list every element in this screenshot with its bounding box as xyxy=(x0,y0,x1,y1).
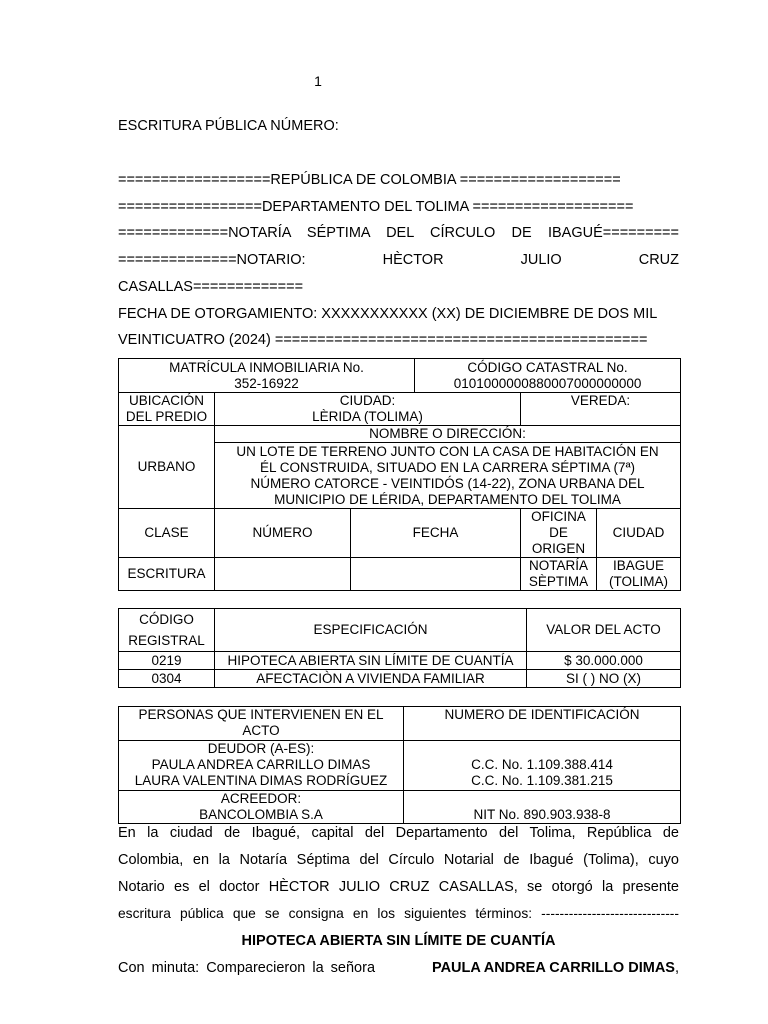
codigo-cell: 0219 xyxy=(119,652,215,670)
catastral-value: 010100000088000700000000​0 xyxy=(453,375,642,391)
deudor-label: DEUDOR (A-ES): xyxy=(207,741,315,756)
table-row xyxy=(119,670,681,688)
col-oficina xyxy=(521,509,597,558)
deudor-id-cell xyxy=(404,741,681,791)
valor-cell: SI ( ) NO (X) xyxy=(527,670,681,688)
matricula-label: MATRÍCULA INMOBILIARIA No. xyxy=(169,359,364,375)
col-oficina-line: OFICINA xyxy=(531,509,586,524)
deudor-name: PAULA ANDREA CARRILLO DIMAS xyxy=(151,757,371,772)
direccion-cell xyxy=(215,443,681,509)
direccion-line: ÉL CONSTRUIDA, SITUADO EN LA CARRERA SÉPTIMA (7ª) xyxy=(259,459,636,475)
col-personas xyxy=(119,707,404,741)
row-ciudad-line: (TOLIMA) xyxy=(609,574,669,589)
row-oficina-line: NOTARÍA xyxy=(529,558,589,573)
row-ciudad xyxy=(597,558,681,591)
col-identificacion: NUMERO DE IDENTIFICACIÓN xyxy=(404,707,681,741)
deudor-id: C.C. No. 1.109.388.414 xyxy=(471,757,613,772)
matricula-cell xyxy=(119,359,415,393)
col-fecha: FECHA xyxy=(351,509,521,558)
col-numero: NÚMERO xyxy=(215,509,351,558)
row-oficina xyxy=(521,558,597,591)
row-ciudad-line: IBAGUE xyxy=(613,558,665,573)
section-title: HIPOTECA ABIERTA SIN LÍMITE DE CUANTÍA xyxy=(241,933,556,949)
catastral-cell xyxy=(415,359,681,393)
codigo-cell: 0304 xyxy=(119,670,215,688)
col-especificacion: ESPECIFICACIÓN xyxy=(215,609,527,652)
persons-table xyxy=(118,706,681,824)
col-valor: VALOR DEL ACTO xyxy=(527,609,681,652)
property-table xyxy=(118,358,681,591)
republica-line: ==================REPÚBLICA DE COLOMBIA =================== xyxy=(118,172,621,188)
notario-word: ==============NOTARIO: xyxy=(118,252,306,268)
valor-cell: $ 30.000.000 xyxy=(527,652,681,670)
row-oficina-line: SÈPTIMA xyxy=(528,574,589,589)
paragraph-line: escritura pública que se consigna en los siguientes términos: ------------------------------ xyxy=(118,906,679,921)
direccion-line: UN LOTE DE TERRENO JUNTO CON LA CASA DE HABITACIÓN EN xyxy=(236,443,659,459)
catastral-label: CÓDIGO CATASTRAL No. xyxy=(467,359,628,375)
acreedor-id: NIT No. 890.903.938-8 xyxy=(473,807,611,822)
spacer xyxy=(406,791,678,807)
table-row xyxy=(119,652,681,670)
minuta-suffix: , xyxy=(674,960,679,976)
ciudad-cell xyxy=(215,393,521,426)
page-number: 1 xyxy=(314,73,322,89)
acts-table xyxy=(118,608,681,688)
notario-word: HÈCTOR xyxy=(382,252,444,268)
matricula-value: 352-16922 xyxy=(234,375,299,391)
col-codigo xyxy=(119,609,215,652)
col-oficina-line: DE xyxy=(549,525,568,540)
acreedor-label: ACREEDOR: xyxy=(220,791,302,806)
deudor-name: LAURA VALENTINA DIMAS RODRÍGUEZ xyxy=(134,773,388,788)
minuta-line xyxy=(118,959,679,977)
deudor-id: C.C. No. 1.109.381.215 xyxy=(471,773,613,788)
col-clase: CLASE xyxy=(119,509,215,558)
paragraph-line: En la ciudad de Ibagué, capital del Departamento del Tolima, República de xyxy=(118,825,679,841)
minuta-name-wrap xyxy=(432,959,679,977)
paragraph-line: Notario es el doctor HÈCTOR JULIO CRUZ CASALLAS, se otorgó la presente xyxy=(118,879,679,895)
ubicacion-cell xyxy=(119,393,215,426)
col-personas-line: PERSONAS QUE INTERVIENEN EN EL xyxy=(138,707,384,722)
col-ciudad: CIUDAD xyxy=(597,509,681,558)
ciudad-value: LÈRIDA (TOLIMA) xyxy=(312,409,423,424)
deed-number-heading: ESCRITURA PÚBLICA NÚMERO: xyxy=(118,118,339,134)
direccion-line: NÚMERO CATORCE - VEINTIDÓS (14-22), ZONA URBANA DEL xyxy=(250,475,645,491)
col-codigo-line: CÓDIGO xyxy=(139,612,194,627)
col-personas-line: ACTO xyxy=(242,723,280,738)
notario-line xyxy=(118,251,679,269)
col-oficina-line: ORIGEN xyxy=(531,541,586,556)
urbano-cell: URBANO xyxy=(119,426,215,509)
notario-word: JULIO xyxy=(520,252,562,268)
ubicacion-label: DEL PREDIO xyxy=(125,409,208,424)
acreedor-id-cell xyxy=(404,791,681,824)
row-numero xyxy=(215,558,351,591)
deudor-cell xyxy=(119,741,404,791)
vereda-cell xyxy=(521,393,681,426)
vereda-label: VEREDA: xyxy=(570,393,631,408)
especificacion-cell: AFECTACIÒN A VIVIENDA FAMILIAR xyxy=(215,670,527,688)
spacer xyxy=(406,741,678,757)
notaria-line: =============NOTARÍA SÉPTIMA DEL CÍRCULO DE IBAGUÉ========= xyxy=(118,225,679,241)
nombre-label: NOMBRE O DIRECCIÓN: xyxy=(215,426,681,443)
especificacion-cell: HIPOTECA ABIERTA SIN LÍMITE DE CUANTÍA xyxy=(215,652,527,670)
acreedor-cell xyxy=(119,791,404,824)
minuta-name: PAULA ANDREA CARRILLO DIMAS xyxy=(431,960,675,976)
paragraph-line: Colombia, en la Notaría Séptima del Círculo Notarial de Ibagué (Tolima), cuyo xyxy=(118,852,679,868)
departamento-line: =================DEPARTAMENTO DEL TOLIMA =================== xyxy=(118,199,634,215)
fecha-line-1: FECHA DE OTORGAMIENTO: XXXXXXXXXXX (XX) DE DICIEMBRE DE DOS MIL xyxy=(118,306,658,322)
row-clase: ESCRITURA xyxy=(119,558,215,591)
ubicacion-label: UBICACIÓN xyxy=(128,393,204,408)
notario-word: CRUZ xyxy=(638,252,679,268)
col-codigo-line: REGISTRAL xyxy=(128,633,205,648)
row-fecha xyxy=(351,558,521,591)
acreedor-name: BANCOLOMBIA S.A xyxy=(199,807,323,822)
direccion-line: MUNICIPIO DE LÉRIDA, DEPARTAMENTO DEL TOLIMA xyxy=(274,491,621,507)
notario-line-continued: CASALLAS============= xyxy=(118,279,304,295)
fecha-line-2: VEINTICUATRO (2024) ============================================ xyxy=(118,332,648,348)
ciudad-label: CIUDAD: xyxy=(339,393,396,408)
minuta-prefix: Con minuta: Comparecieron la señora xyxy=(118,960,376,976)
